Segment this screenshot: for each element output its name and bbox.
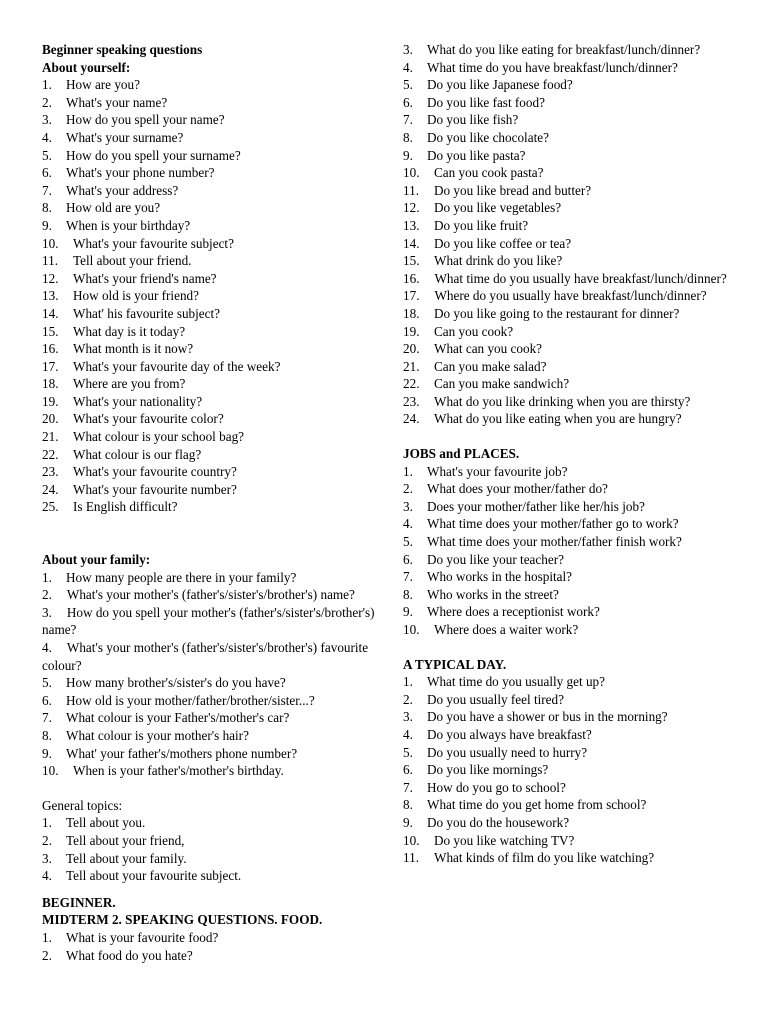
question-number: 6. (403, 762, 413, 778)
question-number: 3. (403, 42, 413, 57)
question-text: What's your surname? (66, 129, 184, 145)
question-item (403, 147, 743, 165)
question-number: 6. (403, 551, 413, 567)
question-item (403, 621, 743, 639)
question-number: 23. (42, 464, 59, 480)
question-number: 13. (42, 288, 59, 304)
about-family-list (42, 569, 382, 780)
question-item (42, 270, 382, 288)
question-item (403, 94, 743, 112)
question-text: What's your name? (66, 94, 168, 110)
question-text: What time does your mother/father finish work? (427, 534, 682, 550)
question-text: Do you like going to the restaurant for dinner? (434, 305, 680, 321)
question-item (42, 217, 382, 235)
question-number: 22. (42, 446, 59, 462)
question-text: What do you like eating when you are hungry? (434, 411, 682, 427)
question-number: 17. (42, 358, 59, 374)
question-text: What's your friend's name? (73, 270, 217, 286)
question-number: 5. (403, 534, 413, 550)
question-text: Tell about your favourite subject. (66, 868, 242, 884)
question-item (42, 252, 382, 270)
question-text: What time do you get home from school? (427, 797, 647, 813)
question-text: When is your father's/mother's birthday. (73, 763, 284, 779)
question-item (42, 762, 382, 780)
question-item (42, 323, 382, 341)
question-number: 12. (403, 200, 420, 216)
question-item (42, 94, 382, 112)
question-item (403, 252, 743, 270)
question-number: 10. (42, 763, 59, 779)
question-item (403, 744, 743, 762)
question-text: What' his favourite subject? (73, 305, 221, 321)
question-item (42, 832, 382, 850)
question-number: 1. (403, 674, 413, 690)
question-text: When is your birthday? (66, 217, 191, 233)
question-number: 10. (403, 832, 420, 848)
question-number: 14. (403, 235, 420, 251)
question-item (403, 164, 743, 182)
question-number: 11. (403, 850, 419, 866)
about-yourself-list (42, 76, 382, 516)
question-number: 3. (42, 112, 52, 128)
question-text: Do you like coffee or tea? (434, 235, 572, 251)
question-text: How many brother's/sister's do you have? (66, 675, 286, 691)
question-number: 1. (42, 77, 52, 93)
question-number: 3. (403, 498, 413, 514)
question-number: 4. (403, 726, 413, 742)
question-item (42, 305, 382, 323)
question-item (403, 463, 743, 481)
question-text: What' your father's/mothers phone number? (66, 745, 298, 761)
question-text: What colour is your mother's hair? (66, 727, 249, 743)
question-text: Do you like fish? (427, 112, 519, 128)
section-heading-jobs-places: JOBS and PLACES. (403, 446, 520, 462)
question-text: How old is your friend? (73, 288, 199, 304)
question-number: 14. (42, 305, 59, 321)
question-item (403, 832, 743, 850)
question-item (42, 199, 382, 217)
question-text: What time do you have breakfast/lunch/dinner? (427, 59, 678, 75)
question-number: 21. (403, 358, 420, 374)
left-column (42, 41, 382, 964)
question-number: 8. (403, 797, 413, 813)
section-heading-midterm-food: MIDTERM 2. SPEAKING QUESTIONS. FOOD. (42, 912, 323, 928)
question-text: What kinds of film do you like watching? (434, 850, 655, 866)
question-text: Tell about your family. (66, 850, 187, 866)
question-number: 7. (42, 182, 52, 198)
question-number: 1. (403, 463, 413, 479)
question-item (403, 287, 743, 305)
question-number: 20. (42, 411, 59, 427)
question-item (42, 375, 382, 393)
question-text: What drink do you like? (434, 253, 563, 269)
question-number: 9. (403, 147, 413, 163)
question-text: What time do you usually get up? (427, 674, 605, 690)
question-item (403, 691, 743, 709)
question-number: 16. (403, 270, 420, 286)
question-item (403, 358, 743, 376)
question-number: 22. (403, 376, 420, 392)
question-item (403, 761, 743, 779)
question-text: Tell about your friend, (66, 832, 185, 848)
question-text: What colour is your Father's/mother's car? (66, 710, 290, 726)
question-text: Who works in the street? (427, 586, 559, 602)
section-heading-about-family: About your family: (42, 552, 151, 568)
question-item (403, 217, 743, 235)
question-text: Where does a waiter work? (434, 622, 579, 637)
right-column (403, 41, 743, 867)
question-item (403, 533, 743, 551)
question-number: 2. (42, 947, 52, 963)
question-text: What's your favourite job? (427, 463, 568, 479)
question-text: How many people are there in your family? (66, 569, 297, 585)
jobs-places-list (403, 463, 743, 639)
question-text: Do you like chocolate? (427, 129, 549, 145)
question-text: Do you do the housework? (427, 814, 570, 830)
question-number: 10. (42, 235, 59, 251)
question-item (42, 147, 382, 165)
question-text: Do you like mornings? (427, 762, 549, 778)
question-item (42, 463, 382, 481)
question-item (42, 947, 382, 965)
question-text: What time do you usually have breakfast/lunch/dinner? (434, 270, 727, 286)
question-text: What's your favourite color? (73, 411, 224, 427)
question-item (403, 59, 743, 77)
question-item (42, 235, 382, 253)
question-number: 11. (42, 253, 58, 269)
question-text: Do you like fast food? (427, 94, 545, 110)
question-item (42, 709, 382, 727)
question-number: 9. (403, 814, 413, 830)
question-item (42, 111, 382, 129)
question-number: 5. (42, 147, 52, 163)
question-number: 5. (42, 675, 52, 691)
question-number: 8. (42, 200, 52, 216)
question-text: What colour is your school bag? (73, 429, 245, 445)
question-item (403, 41, 743, 59)
question-number: 19. (403, 323, 420, 339)
question-item (42, 182, 382, 200)
food-questions-list-continued (403, 41, 743, 428)
question-number: 4. (42, 640, 52, 655)
question-text: What food do you hate? (66, 947, 193, 963)
question-text: What's your favourite day of the week? (73, 358, 281, 374)
question-number: 8. (42, 727, 52, 743)
question-item (42, 76, 382, 94)
question-number: 23. (403, 393, 420, 409)
question-text: What's your favourite number? (73, 481, 237, 497)
question-number: 24. (42, 481, 59, 497)
question-text: What time does your mother/father go to work? (427, 516, 679, 532)
question-text: Where does a receptionist work? (427, 604, 600, 620)
question-item (42, 814, 382, 832)
food-questions-list-start (42, 929, 382, 964)
question-number: 24. (403, 411, 420, 427)
question-number: 2. (42, 94, 52, 110)
question-text: What colour is our flag? (73, 446, 202, 462)
question-text: Can you make sandwich? (434, 376, 570, 392)
section-heading-about-yourself: About yourself: (42, 59, 131, 75)
question-item (42, 850, 382, 868)
question-number: 2. (42, 832, 52, 848)
question-text: Do you like watching TV? (434, 832, 575, 848)
general-topics-list (42, 814, 382, 884)
question-text: Who works in the hospital? (427, 569, 573, 585)
question-text: How old are you? (66, 200, 161, 216)
question-text: What's your favourite subject? (73, 235, 234, 251)
question-number: 3. (42, 604, 52, 620)
question-item (403, 708, 743, 726)
question-text: How are you? (66, 77, 140, 93)
question-number: 4. (403, 516, 413, 532)
question-text: Tell about you. (66, 815, 146, 831)
question-item (403, 305, 743, 323)
question-item (403, 111, 743, 129)
question-text: What do you like eating for breakfast/lunch/dinner? (427, 42, 701, 57)
question-text: What's your mother's (father's/sister's/brother's) name? (66, 587, 355, 603)
question-number: 10. (403, 165, 420, 181)
question-item (42, 410, 382, 428)
question-number: 12. (42, 270, 59, 286)
question-text: What's your mother's (father's/sister's/brother's) favourite colour? (42, 640, 369, 673)
question-number: 4. (42, 129, 52, 145)
question-item (403, 270, 743, 288)
question-text: Do you like vegetables? (434, 200, 562, 216)
question-item (42, 929, 382, 947)
question-item (42, 727, 382, 745)
question-number: 15. (403, 253, 420, 269)
question-text: How do you spell your mother's (father's/sister's/brother's) name? (42, 604, 375, 638)
question-item (42, 692, 382, 710)
question-number: 1. (42, 815, 52, 831)
question-text: Can you cook pasta? (434, 165, 544, 181)
typical-day-list (403, 673, 743, 867)
question-number: 10. (403, 622, 420, 637)
question-number: 5. (403, 744, 413, 760)
question-text: Where are you from? (73, 376, 186, 392)
question-item (42, 745, 382, 763)
question-item (403, 340, 743, 358)
question-text: Is English difficult? (73, 499, 178, 515)
question-number: 25. (42, 499, 59, 515)
question-number: 18. (403, 305, 420, 321)
question-text: What do you like drinking when you are thirsty? (434, 393, 691, 409)
question-text: What's your address? (66, 182, 179, 198)
question-number: 7. (403, 112, 413, 128)
question-item (403, 323, 743, 341)
question-item (403, 586, 743, 604)
question-text: What's your nationality? (73, 393, 203, 409)
question-number: 8. (403, 586, 413, 602)
question-item (42, 358, 382, 376)
question-text: Do you like your teacher? (427, 551, 564, 567)
question-item (403, 182, 743, 200)
question-item (403, 603, 743, 621)
question-item (403, 849, 743, 867)
question-text: Where do you usually have breakfast/lunch/dinner? (434, 288, 707, 304)
question-number: 1. (42, 569, 52, 585)
question-item (42, 393, 382, 411)
question-number: 4. (42, 868, 52, 884)
question-item (42, 129, 382, 147)
question-item (403, 129, 743, 147)
question-number: 11. (403, 182, 419, 198)
question-item (403, 235, 743, 253)
question-number: 9. (42, 745, 52, 761)
question-item (403, 673, 743, 691)
question-number: 5. (403, 77, 413, 93)
question-number: 9. (403, 604, 413, 620)
question-item (42, 674, 382, 692)
question-text: What is your favourite food? (66, 929, 219, 945)
question-number: 20. (403, 341, 420, 357)
question-item (403, 410, 743, 428)
question-item (42, 446, 382, 464)
question-text: Do you always have breakfast? (427, 726, 592, 742)
question-text: How old is your mother/father/brother/sister...? (66, 692, 315, 708)
question-text: What day is it today? (73, 323, 186, 339)
question-number: 17. (403, 288, 420, 304)
question-item (42, 164, 382, 182)
question-text: What's your phone number? (66, 165, 215, 181)
question-number: 9. (42, 217, 52, 233)
section-heading-beginner: BEGINNER. (42, 894, 116, 910)
question-item (42, 867, 382, 885)
question-item (403, 498, 743, 516)
question-number: 18. (42, 376, 59, 392)
question-text: Do you like pasta? (427, 147, 526, 163)
question-item (42, 498, 382, 516)
question-number: 3. (403, 709, 413, 725)
question-item (42, 604, 382, 639)
question-text: Do you usually need to hurry? (427, 744, 588, 760)
question-text: Tell about your friend. (73, 253, 192, 269)
question-number: 8. (403, 129, 413, 145)
question-item (42, 569, 382, 587)
question-item (403, 199, 743, 217)
question-number: 7. (42, 710, 52, 726)
document-title: Beginner speaking questions (42, 42, 203, 57)
question-item (42, 340, 382, 358)
question-number: 7. (403, 569, 413, 585)
question-number: 6. (42, 165, 52, 181)
question-text: Do you like bread and butter? (434, 182, 592, 198)
question-item (403, 76, 743, 94)
question-text: Can you make salad? (434, 358, 547, 374)
question-text: What does your mother/father do? (427, 481, 608, 497)
question-number: 19. (42, 393, 59, 409)
question-text: What can you cook? (434, 341, 543, 357)
question-item (403, 726, 743, 744)
question-number: 21. (42, 429, 59, 445)
question-number: 2. (403, 691, 413, 707)
question-number: 2. (42, 587, 52, 603)
question-number: 6. (403, 94, 413, 110)
question-text: Do you like Japanese food? (427, 77, 573, 93)
question-item (403, 393, 743, 411)
question-item (42, 639, 382, 674)
question-number: 4. (403, 59, 413, 75)
question-number: 13. (403, 217, 420, 233)
question-item (403, 551, 743, 569)
question-item (403, 480, 743, 498)
question-item (403, 796, 743, 814)
question-item (42, 481, 382, 499)
question-text: Do you like fruit? (434, 217, 529, 233)
question-number: 2. (403, 481, 413, 497)
section-heading-general-topics: General topics: (42, 797, 123, 813)
question-text: Can you cook? (434, 323, 514, 339)
question-item (403, 779, 743, 797)
question-number: 3. (42, 850, 52, 866)
question-text: What month is it now? (73, 341, 194, 357)
question-text: Do you usually feel tired? (427, 691, 564, 707)
question-text: How do you spell your surname? (66, 147, 241, 163)
question-text: Do you have a shower or bus in the morning? (427, 709, 668, 725)
section-heading-typical-day: A TYPICAL DAY. (403, 656, 507, 672)
question-text: What's your favourite country? (73, 464, 237, 480)
question-text: Does your mother/father like her/his job? (427, 498, 645, 514)
question-item (42, 586, 382, 604)
question-number: 16. (42, 341, 59, 357)
question-item (42, 428, 382, 446)
question-item (403, 568, 743, 586)
question-number: 15. (42, 323, 59, 339)
question-item (403, 814, 743, 832)
question-text: How do you spell your name? (66, 112, 225, 128)
question-item (403, 515, 743, 533)
question-number: 1. (42, 929, 52, 945)
question-number: 6. (42, 692, 52, 708)
question-number: 7. (403, 779, 413, 795)
question-text: How do you go to school? (427, 779, 566, 795)
question-item (42, 287, 382, 305)
question-item (403, 375, 743, 393)
